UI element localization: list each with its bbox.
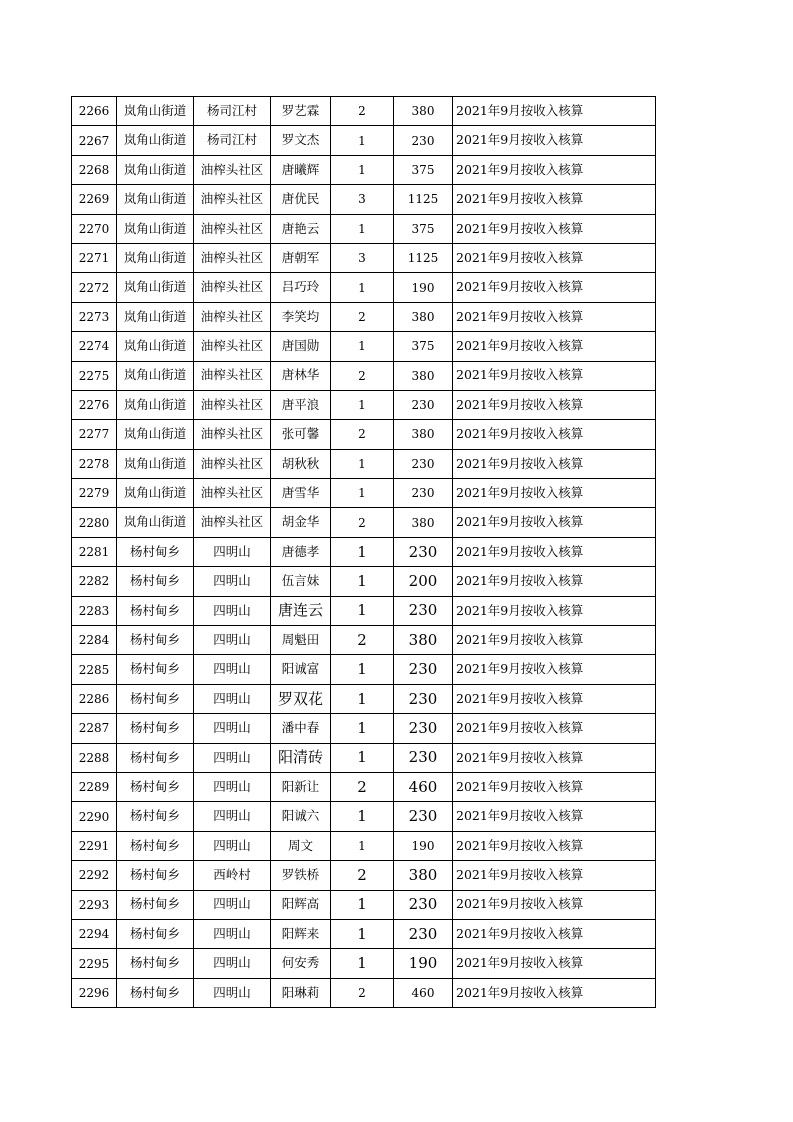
cell-amount: 200 (394, 567, 453, 596)
cell-household-count: 1 (331, 332, 394, 361)
cell-household-count: 1 (331, 214, 394, 243)
cell-amount: 230 (394, 390, 453, 419)
cell-village: 油榨头社区 (194, 361, 271, 390)
table-row (72, 743, 656, 772)
cell-household-count: 1 (331, 684, 394, 713)
table-row (72, 449, 656, 478)
cell-person-name: 张可馨 (271, 420, 331, 449)
cell-serial-number: 2291 (72, 831, 117, 860)
cell-amount: 190 (394, 831, 453, 860)
cell-township: 岚角山街道 (117, 97, 194, 126)
cell-note: 2021年9月按收入核算 (453, 743, 656, 772)
cell-serial-number: 2279 (72, 479, 117, 508)
cell-note: 2021年9月按收入核算 (453, 567, 656, 596)
cell-serial-number: 2274 (72, 332, 117, 361)
cell-village: 四明山 (194, 802, 271, 831)
cell-note: 2021年9月按收入核算 (453, 802, 656, 831)
cell-township: 杨村甸乡 (117, 919, 194, 948)
cell-note: 2021年9月按收入核算 (453, 537, 656, 566)
cell-amount: 190 (394, 273, 453, 302)
cell-note: 2021年9月按收入核算 (453, 772, 656, 801)
cell-serial-number: 2272 (72, 273, 117, 302)
cell-person-name: 唐国勋 (271, 332, 331, 361)
cell-serial-number: 2285 (72, 655, 117, 684)
cell-village: 油榨头社区 (194, 420, 271, 449)
cell-amount: 230 (394, 714, 453, 743)
cell-person-name: 阳琳莉 (271, 978, 331, 1007)
cell-township: 杨村甸乡 (117, 772, 194, 801)
cell-village: 油榨头社区 (194, 449, 271, 478)
cell-township: 杨村甸乡 (117, 978, 194, 1007)
cell-note: 2021年9月按收入核算 (453, 273, 656, 302)
cell-note: 2021年9月按收入核算 (453, 390, 656, 419)
cell-amount: 380 (394, 508, 453, 537)
cell-serial-number: 2277 (72, 420, 117, 449)
cell-household-count: 3 (331, 243, 394, 272)
cell-person-name: 唐平浪 (271, 390, 331, 419)
cell-amount: 380 (394, 361, 453, 390)
cell-note: 2021年9月按收入核算 (453, 684, 656, 713)
cell-village: 油榨头社区 (194, 185, 271, 214)
cell-amount: 460 (394, 772, 453, 801)
cell-village: 油榨头社区 (194, 302, 271, 331)
cell-serial-number: 2271 (72, 243, 117, 272)
cell-township: 岚角山街道 (117, 126, 194, 155)
cell-person-name: 罗艺霖 (271, 97, 331, 126)
cell-village: 四明山 (194, 743, 271, 772)
cell-person-name: 唐林华 (271, 361, 331, 390)
cell-township: 岚角山街道 (117, 302, 194, 331)
cell-household-count: 1 (331, 919, 394, 948)
cell-village: 四明山 (194, 684, 271, 713)
table-row (72, 390, 656, 419)
cell-household-count: 1 (331, 596, 394, 625)
cell-amount: 380 (394, 861, 453, 890)
cell-amount: 460 (394, 978, 453, 1007)
cell-note: 2021年9月按收入核算 (453, 97, 656, 126)
cell-township: 杨村甸乡 (117, 655, 194, 684)
cell-amount: 230 (394, 684, 453, 713)
cell-serial-number: 2269 (72, 185, 117, 214)
cell-person-name: 胡金华 (271, 508, 331, 537)
table-row (72, 361, 656, 390)
cell-note: 2021年9月按收入核算 (453, 949, 656, 978)
cell-person-name: 唐德孝 (271, 537, 331, 566)
cell-note: 2021年9月按收入核算 (453, 978, 656, 1007)
cell-village: 四明山 (194, 949, 271, 978)
cell-person-name: 李笑均 (271, 302, 331, 331)
cell-household-count: 2 (331, 861, 394, 890)
cell-note: 2021年9月按收入核算 (453, 890, 656, 919)
cell-household-count: 1 (331, 890, 394, 919)
cell-village: 油榨头社区 (194, 508, 271, 537)
table-row (72, 537, 656, 566)
cell-village: 四明山 (194, 626, 271, 655)
cell-person-name: 罗双花 (271, 684, 331, 713)
cell-village: 四明山 (194, 890, 271, 919)
cell-note: 2021年9月按收入核算 (453, 449, 656, 478)
table-row (72, 978, 656, 1007)
cell-note: 2021年9月按收入核算 (453, 420, 656, 449)
cell-amount: 230 (394, 449, 453, 478)
cell-serial-number: 2281 (72, 537, 117, 566)
cell-township: 杨村甸乡 (117, 567, 194, 596)
cell-serial-number: 2273 (72, 302, 117, 331)
cell-person-name: 唐曦辉 (271, 155, 331, 184)
cell-serial-number: 2288 (72, 743, 117, 772)
cell-note: 2021年9月按收入核算 (453, 185, 656, 214)
cell-person-name: 阳清砖 (271, 743, 331, 772)
cell-note: 2021年9月按收入核算 (453, 361, 656, 390)
cell-township: 杨村甸乡 (117, 949, 194, 978)
cell-village: 油榨头社区 (194, 155, 271, 184)
table-body (72, 97, 656, 1008)
cell-note: 2021年9月按收入核算 (453, 126, 656, 155)
cell-township: 岚角山街道 (117, 390, 194, 419)
cell-village: 杨司江村 (194, 97, 271, 126)
data-sheet (71, 96, 656, 1008)
cell-person-name: 阳诚六 (271, 802, 331, 831)
cell-village: 油榨头社区 (194, 332, 271, 361)
cell-township: 杨村甸乡 (117, 684, 194, 713)
cell-township: 岚角山街道 (117, 361, 194, 390)
cell-amount: 1125 (394, 243, 453, 272)
table-row (72, 126, 656, 155)
cell-household-count: 2 (331, 772, 394, 801)
cell-village: 四明山 (194, 537, 271, 566)
cell-note: 2021年9月按收入核算 (453, 302, 656, 331)
cell-serial-number: 2284 (72, 626, 117, 655)
table-row (72, 243, 656, 272)
cell-amount: 375 (394, 332, 453, 361)
cell-village: 西岭村 (194, 861, 271, 890)
cell-township: 岚角山街道 (117, 155, 194, 184)
cell-township: 岚角山街道 (117, 449, 194, 478)
cell-person-name: 潘中春 (271, 714, 331, 743)
cell-note: 2021年9月按收入核算 (453, 626, 656, 655)
table-row (72, 949, 656, 978)
cell-note: 2021年9月按收入核算 (453, 508, 656, 537)
cell-note: 2021年9月按收入核算 (453, 655, 656, 684)
cell-township: 杨村甸乡 (117, 596, 194, 625)
cell-note: 2021年9月按收入核算 (453, 155, 656, 184)
cell-serial-number: 2280 (72, 508, 117, 537)
cell-village: 四明山 (194, 655, 271, 684)
cell-amount: 230 (394, 596, 453, 625)
cell-amount: 190 (394, 949, 453, 978)
cell-household-count: 1 (331, 949, 394, 978)
cell-note: 2021年9月按收入核算 (453, 919, 656, 948)
cell-household-count: 1 (331, 155, 394, 184)
table-row (72, 273, 656, 302)
cell-note: 2021年9月按收入核算 (453, 214, 656, 243)
cell-household-count: 1 (331, 802, 394, 831)
cell-note: 2021年9月按收入核算 (453, 243, 656, 272)
cell-person-name: 唐艳云 (271, 214, 331, 243)
cell-amount: 380 (394, 626, 453, 655)
table-row (72, 861, 656, 890)
cell-note: 2021年9月按收入核算 (453, 831, 656, 860)
cell-amount: 380 (394, 97, 453, 126)
cell-township: 岚角山街道 (117, 243, 194, 272)
cell-serial-number: 2276 (72, 390, 117, 419)
table-row (72, 596, 656, 625)
cell-serial-number: 2283 (72, 596, 117, 625)
cell-person-name: 唐优民 (271, 185, 331, 214)
table-row (72, 185, 656, 214)
cell-village: 四明山 (194, 831, 271, 860)
cell-village: 四明山 (194, 596, 271, 625)
subsidy-table (71, 96, 656, 1008)
cell-amount: 230 (394, 919, 453, 948)
cell-household-count: 1 (331, 449, 394, 478)
table-row (72, 714, 656, 743)
cell-household-count: 1 (331, 390, 394, 419)
cell-village: 四明山 (194, 772, 271, 801)
cell-township: 杨村甸乡 (117, 890, 194, 919)
cell-household-count: 1 (331, 743, 394, 772)
table-row (72, 684, 656, 713)
cell-township: 岚角山街道 (117, 508, 194, 537)
cell-household-count: 2 (331, 978, 394, 1007)
cell-village: 四明山 (194, 978, 271, 1007)
cell-serial-number: 2294 (72, 919, 117, 948)
cell-township: 岚角山街道 (117, 214, 194, 243)
cell-serial-number: 2266 (72, 97, 117, 126)
cell-serial-number: 2290 (72, 802, 117, 831)
cell-township: 岚角山街道 (117, 479, 194, 508)
cell-serial-number: 2282 (72, 567, 117, 596)
cell-serial-number: 2278 (72, 449, 117, 478)
cell-note: 2021年9月按收入核算 (453, 861, 656, 890)
cell-amount: 230 (394, 126, 453, 155)
cell-village: 油榨头社区 (194, 243, 271, 272)
table-row (72, 420, 656, 449)
table-row (72, 155, 656, 184)
cell-township: 岚角山街道 (117, 420, 194, 449)
table-row (72, 919, 656, 948)
cell-amount: 1125 (394, 185, 453, 214)
table-row (72, 332, 656, 361)
cell-serial-number: 2275 (72, 361, 117, 390)
cell-household-count: 1 (331, 714, 394, 743)
cell-serial-number: 2270 (72, 214, 117, 243)
cell-serial-number: 2292 (72, 861, 117, 890)
cell-person-name: 周魁田 (271, 626, 331, 655)
cell-amount: 230 (394, 655, 453, 684)
cell-township: 岚角山街道 (117, 273, 194, 302)
cell-note: 2021年9月按收入核算 (453, 479, 656, 508)
cell-person-name: 胡秋秋 (271, 449, 331, 478)
cell-household-count: 2 (331, 626, 394, 655)
cell-township: 岚角山街道 (117, 332, 194, 361)
cell-serial-number: 2289 (72, 772, 117, 801)
cell-township: 杨村甸乡 (117, 743, 194, 772)
cell-household-count: 2 (331, 302, 394, 331)
cell-township: 杨村甸乡 (117, 831, 194, 860)
cell-amount: 230 (394, 743, 453, 772)
table-row (72, 97, 656, 126)
cell-township: 岚角山街道 (117, 185, 194, 214)
cell-village: 四明山 (194, 919, 271, 948)
cell-amount: 380 (394, 420, 453, 449)
cell-person-name: 伍言妹 (271, 567, 331, 596)
table-row (72, 802, 656, 831)
cell-township: 杨村甸乡 (117, 537, 194, 566)
cell-serial-number: 2286 (72, 684, 117, 713)
cell-person-name: 罗铁桥 (271, 861, 331, 890)
cell-household-count: 1 (331, 831, 394, 860)
cell-amount: 380 (394, 302, 453, 331)
cell-village: 油榨头社区 (194, 479, 271, 508)
cell-person-name: 阳新让 (271, 772, 331, 801)
cell-amount: 230 (394, 537, 453, 566)
cell-household-count: 3 (331, 185, 394, 214)
cell-household-count: 2 (331, 97, 394, 126)
cell-township: 杨村甸乡 (117, 626, 194, 655)
cell-amount: 230 (394, 479, 453, 508)
cell-person-name: 阳辉高 (271, 890, 331, 919)
cell-village: 油榨头社区 (194, 390, 271, 419)
cell-amount: 375 (394, 155, 453, 184)
cell-village: 杨司江村 (194, 126, 271, 155)
cell-person-name: 何安秀 (271, 949, 331, 978)
table-row (72, 890, 656, 919)
cell-household-count: 1 (331, 655, 394, 684)
cell-village: 四明山 (194, 714, 271, 743)
cell-household-count: 2 (331, 508, 394, 537)
cell-village: 油榨头社区 (194, 214, 271, 243)
cell-amount: 375 (394, 214, 453, 243)
cell-household-count: 2 (331, 420, 394, 449)
cell-household-count: 1 (331, 126, 394, 155)
cell-note: 2021年9月按收入核算 (453, 332, 656, 361)
cell-household-count: 1 (331, 479, 394, 508)
cell-township: 杨村甸乡 (117, 714, 194, 743)
cell-person-name: 阳诚富 (271, 655, 331, 684)
cell-person-name: 周文 (271, 831, 331, 860)
cell-household-count: 1 (331, 273, 394, 302)
cell-person-name: 阳辉来 (271, 919, 331, 948)
cell-township: 杨村甸乡 (117, 802, 194, 831)
table-row (72, 831, 656, 860)
table-row (72, 302, 656, 331)
cell-township: 杨村甸乡 (117, 861, 194, 890)
table-row (72, 567, 656, 596)
table-row (72, 479, 656, 508)
cell-household-count: 2 (331, 361, 394, 390)
table-row (72, 508, 656, 537)
cell-note: 2021年9月按收入核算 (453, 714, 656, 743)
cell-person-name: 唐雪华 (271, 479, 331, 508)
cell-household-count: 1 (331, 537, 394, 566)
cell-serial-number: 2295 (72, 949, 117, 978)
cell-person-name: 罗文杰 (271, 126, 331, 155)
table-row (72, 655, 656, 684)
cell-person-name: 吕巧玲 (271, 273, 331, 302)
cell-serial-number: 2267 (72, 126, 117, 155)
cell-person-name: 唐朝军 (271, 243, 331, 272)
cell-person-name: 唐连云 (271, 596, 331, 625)
cell-amount: 230 (394, 890, 453, 919)
cell-household-count: 1 (331, 567, 394, 596)
cell-amount: 230 (394, 802, 453, 831)
cell-village: 四明山 (194, 567, 271, 596)
cell-serial-number: 2296 (72, 978, 117, 1007)
cell-serial-number: 2287 (72, 714, 117, 743)
table-row (72, 772, 656, 801)
table-row (72, 214, 656, 243)
cell-serial-number: 2293 (72, 890, 117, 919)
cell-note: 2021年9月按收入核算 (453, 596, 656, 625)
cell-village: 油榨头社区 (194, 273, 271, 302)
table-row (72, 626, 656, 655)
cell-serial-number: 2268 (72, 155, 117, 184)
